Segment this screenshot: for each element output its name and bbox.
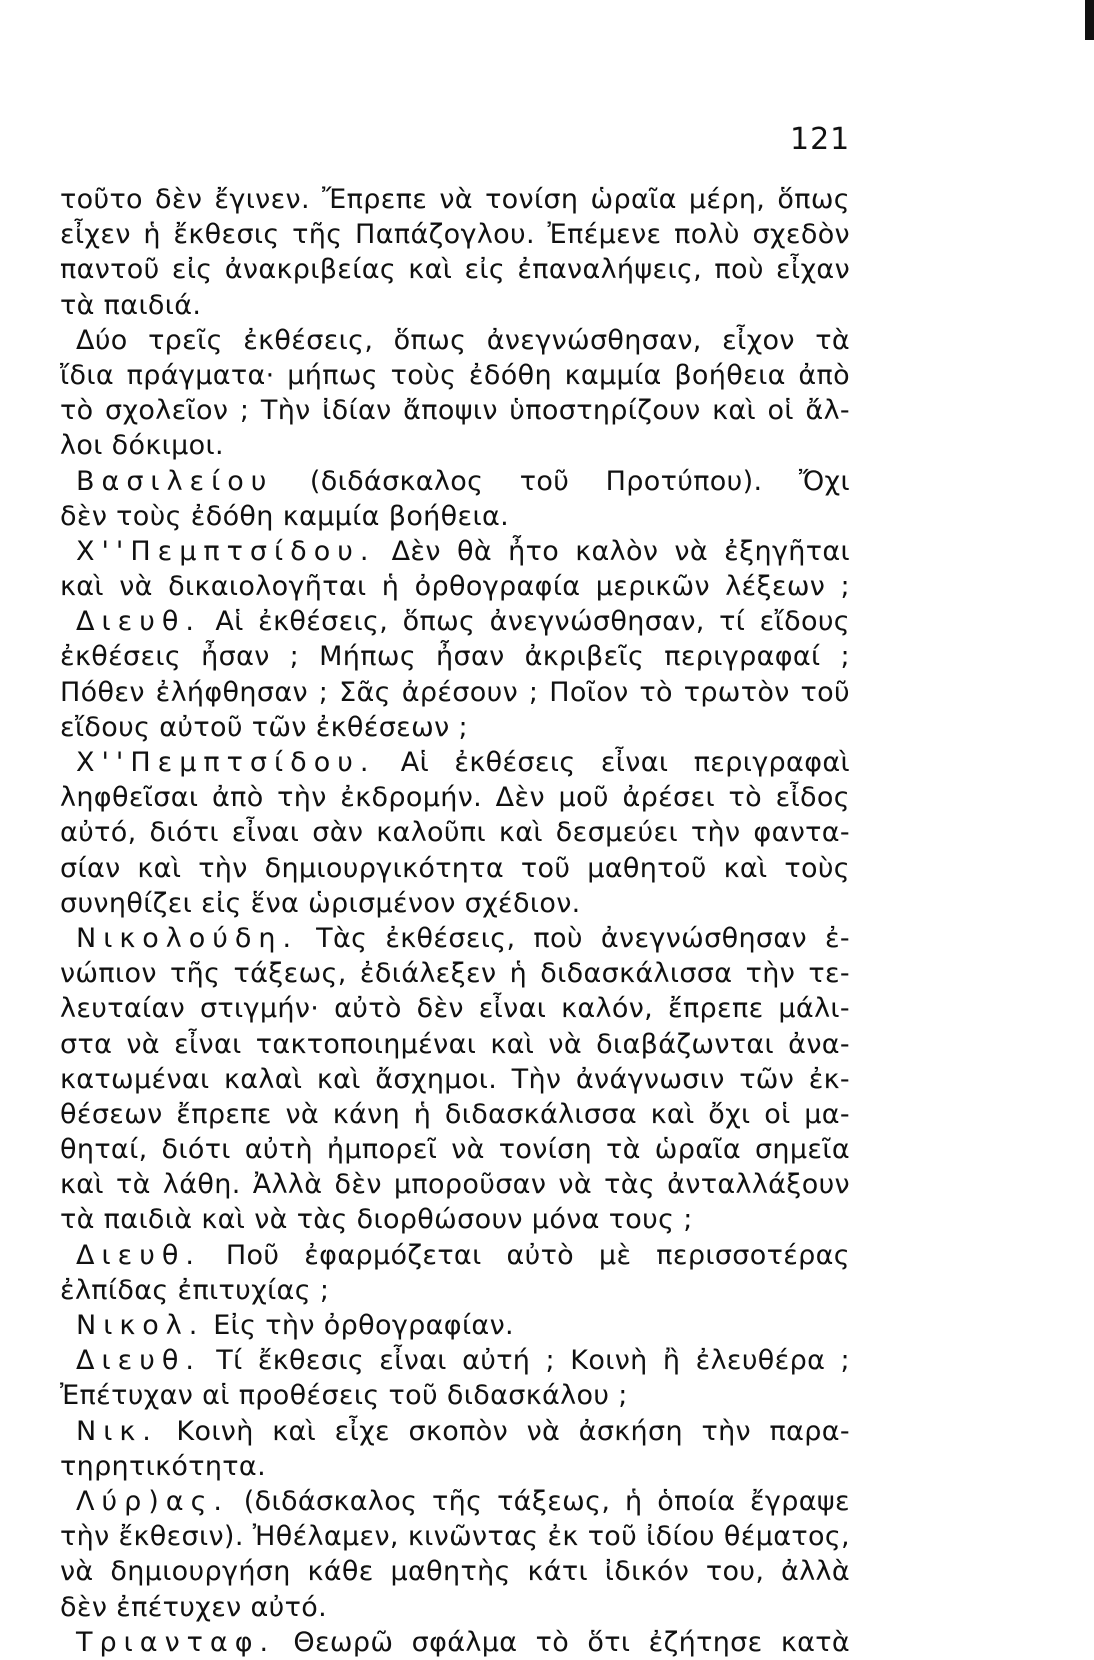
- text-line: [60, 1449, 850, 1484]
- line-text: λοι δόκιμοι.: [60, 430, 224, 462]
- line-text: ἐκθέσεις ἦσαν ; Μήπως ἦσαν ἀκριβεῖς περιγραφαί ;: [60, 641, 850, 673]
- text-line: [60, 323, 850, 358]
- line-text: δὲν ἐπέτυχεν αὐτό.: [60, 1591, 328, 1623]
- line-text: θέσεων ἔπρεπε νὰ κάνη ἡ διδασκάλισσα καὶ ὄχι οἱ μα-: [60, 1098, 850, 1130]
- page-edge-mark: [1085, 0, 1094, 40]
- page-text: [60, 182, 850, 1660]
- text-line: [60, 569, 850, 604]
- text-line: [60, 1097, 850, 1132]
- line-text: Τί ἔκθεσις εἶναι αὐτή ; Κοινὴ ἢ ἐλευθέρα ;: [216, 1345, 850, 1377]
- line-text: σίαν καὶ τὴν δημιουργικότητα τοῦ μαθητοῦ καὶ τοὺς: [60, 852, 850, 884]
- text-line: [60, 1167, 850, 1202]
- line-text: Ἐπέτυχαν αἱ προθέσεις τοῦ διδασκάλου ;: [60, 1380, 628, 1412]
- text-line: [60, 639, 850, 674]
- text-line: [60, 1590, 850, 1625]
- line-text: τηρητικότητα.: [60, 1450, 266, 1482]
- speaker-name: Βασιλείου: [76, 465, 274, 497]
- line-text: Δὲν θὰ ἦτο καλὸν νὰ ἐξηγῆται: [391, 535, 851, 567]
- text-line: [60, 921, 850, 956]
- text-line: [60, 745, 850, 780]
- speaker-name: Νικ.: [76, 1415, 158, 1447]
- text-line: [60, 1378, 850, 1413]
- line-text: τὰ παιδιὰ καὶ νὰ τὰς διορθώσουν μόνα τους ;: [60, 1204, 693, 1236]
- line-text: τὸ σχολεῖον ; Τὴν ἰδίαν ἄποψιν ὑποστηρίζουν καὶ οἱ ἄλ-: [60, 395, 850, 427]
- line-text: Αἱ ἐκθέσεις, ὅπως ἀνεγνώσθησαν, τί εἴδους: [215, 606, 851, 638]
- line-text: Τὰς ἐκθέσεις, ποὺ ἀνεγνώσθησαν ἐ-: [316, 922, 851, 954]
- line-text: Πόθεν ἐλήφθησαν ; Σᾶς ἀρέσουν ; Ποῖον τὸ τρωτὸν τοῦ: [60, 676, 850, 708]
- line-text: συνηθίζει εἰς ἕνα ὡρισμένον σχέδιον.: [60, 887, 581, 919]
- line-text: (διδάσκαλος τοῦ Προτύπου). Ὄχι: [309, 465, 850, 497]
- speaker-name: Διευθ.: [76, 606, 201, 638]
- text-line: [60, 851, 850, 886]
- line-text: Ποῦ ἐφαρμόζεται αὐτὸ μὲ περισσοτέρας: [225, 1239, 850, 1271]
- text-line: [60, 780, 850, 815]
- speaker-name: Τριανταφ.: [76, 1626, 276, 1658]
- line-text: καὶ τὰ λάθη. Ἀλλὰ δὲν μποροῦσαν νὰ τὰς ἀνταλλάξουν: [60, 1169, 850, 1201]
- line-text: εἶχεν ἡ ἔκθεσις τῆς Παπάζογλου. Ἐπέμενε πολὺ σχεδὸν: [60, 219, 850, 251]
- line-text: παντοῦ εἰς ἀνακριβείας καὶ εἰς ἐπαναλήψεις, ποὺ εἶχαν: [60, 254, 850, 286]
- text-line: [60, 710, 850, 745]
- text-line: [60, 1027, 850, 1062]
- line-text: ληφθεῖσαι ἀπὸ τὴν ἐκδρομήν. Δὲν μοῦ ἀρέσει τὸ εἶδος: [60, 782, 850, 814]
- text-line: [60, 956, 850, 991]
- text-line: [60, 991, 850, 1026]
- text-line: [60, 1343, 850, 1378]
- text-line: [60, 815, 850, 850]
- text-line: [60, 1554, 850, 1589]
- text-line: [60, 1062, 850, 1097]
- line-text: Δύο τρεῖς ἐκθέσεις, ὅπως ἀνεγνώσθησαν, εἶχον τὰ: [76, 324, 850, 356]
- text-line: [60, 1132, 850, 1167]
- line-text: ἴδια πράγματα· μήπως τοὺς ἐδόθη καμμία βοήθεια ἀπὸ: [60, 359, 850, 391]
- line-text: αὐτό, διότι εἶναι σὰν καλοῦπι καὶ δεσμεύει τὴν φαντα-: [60, 817, 850, 849]
- line-text: καὶ νὰ δικαιολογῆται ἡ ὀρθογραφία μερικῶν λέξεων ;: [60, 571, 850, 603]
- text-line: [60, 393, 850, 428]
- line-text: Εἰς τὴν ὀρθογραφίαν.: [213, 1310, 514, 1341]
- line-text: λευταίαν στιγμήν· αὐτὸ δὲν εἶναι καλόν, ἔπρεπε μάλι-: [60, 993, 850, 1025]
- text-line: [60, 1484, 850, 1519]
- line-text: τὰ παιδιά.: [60, 289, 202, 321]
- speaker-name: Λύρ)ας.: [76, 1485, 229, 1517]
- speaker-name: Χ''Πεμπτσίδου.: [76, 747, 376, 778]
- speaker-name: Νικολ.: [76, 1310, 205, 1341]
- text-line: [60, 534, 850, 569]
- text-line: [60, 288, 850, 323]
- line-text: Θεωρῶ σφάλμα τὸ ὅτι ἐζήτησε κατὰ: [293, 1626, 850, 1658]
- text-line: [60, 1238, 850, 1273]
- text-line: [60, 1519, 850, 1554]
- text-line: [60, 252, 850, 287]
- page-number: 121: [790, 122, 851, 157]
- text-line: [60, 1625, 850, 1660]
- text-line: [60, 464, 850, 499]
- line-text: τὴν ἔκθεσιν). Ἠθέλαμεν, κινῶντας ἐκ τοῦ ἰδίου θέματος,: [60, 1521, 850, 1553]
- line-text: εἴδους αὐτοῦ τῶν ἐκθέσεων ;: [60, 711, 468, 743]
- text-line: [60, 1414, 850, 1449]
- text-line: [60, 675, 850, 710]
- text-line: [60, 1202, 850, 1237]
- text-line: [60, 217, 850, 252]
- text-line: [60, 499, 850, 534]
- text-line: [60, 1308, 850, 1343]
- line-text: ἐλπίδας ἐπιτυχίας ;: [60, 1274, 330, 1306]
- text-line: [60, 182, 850, 217]
- speaker-name: Διευθ.: [76, 1239, 201, 1271]
- text-line: [60, 604, 850, 639]
- line-text: θηταί, διότι αὐτὴ ἠμπορεῖ νὰ τονίση τὰ ὡραῖα σημεῖα: [60, 1134, 850, 1166]
- text-line: [60, 428, 850, 463]
- line-text: τοῦτο δὲν ἔγινεν. Ἔπρεπε νὰ τονίση ὡραῖα μέρη, ὅπως: [60, 184, 850, 215]
- speaker-name: Χ''Πεμπτσίδου.: [76, 535, 376, 567]
- speaker-name: Νικολούδη.: [76, 922, 299, 954]
- text-line: [60, 1273, 850, 1308]
- line-text: Κοινὴ καὶ εἶχε σκοπὸν νὰ ἀσκήση τὴν παρα-: [176, 1415, 851, 1447]
- line-text: (διδάσκαλος τῆς τάξεως, ἡ ὁποία ἔγραψε: [243, 1485, 850, 1517]
- line-text: κατωμέναι καλαὶ καὶ ἄσχημοι. Τὴν ἀνάγνωσιν τῶν ἐκ-: [60, 1063, 850, 1095]
- line-text: νὰ δημιουργήση κάθε μαθητὴς κάτι ἰδικόν του, ἀλλὰ: [60, 1556, 850, 1588]
- line-text: στα νὰ εἶναι τακτοποιημέναι καὶ νὰ διαβάζωνται ἀνα-: [60, 1028, 850, 1060]
- text-line: [60, 886, 850, 921]
- line-text: δὲν τοὺς ἐδόθη καμμία βοήθεια.: [60, 500, 510, 532]
- line-text: νώπιον τῆς τάξεως, ἐδιάλεξεν ἡ διδασκάλισσα τὴν τε-: [60, 958, 850, 990]
- line-text: Αἱ ἐκθέσεις εἶναι περιγραφαὶ: [400, 747, 850, 778]
- text-line: [60, 358, 850, 393]
- speaker-name: Διευθ.: [76, 1345, 201, 1377]
